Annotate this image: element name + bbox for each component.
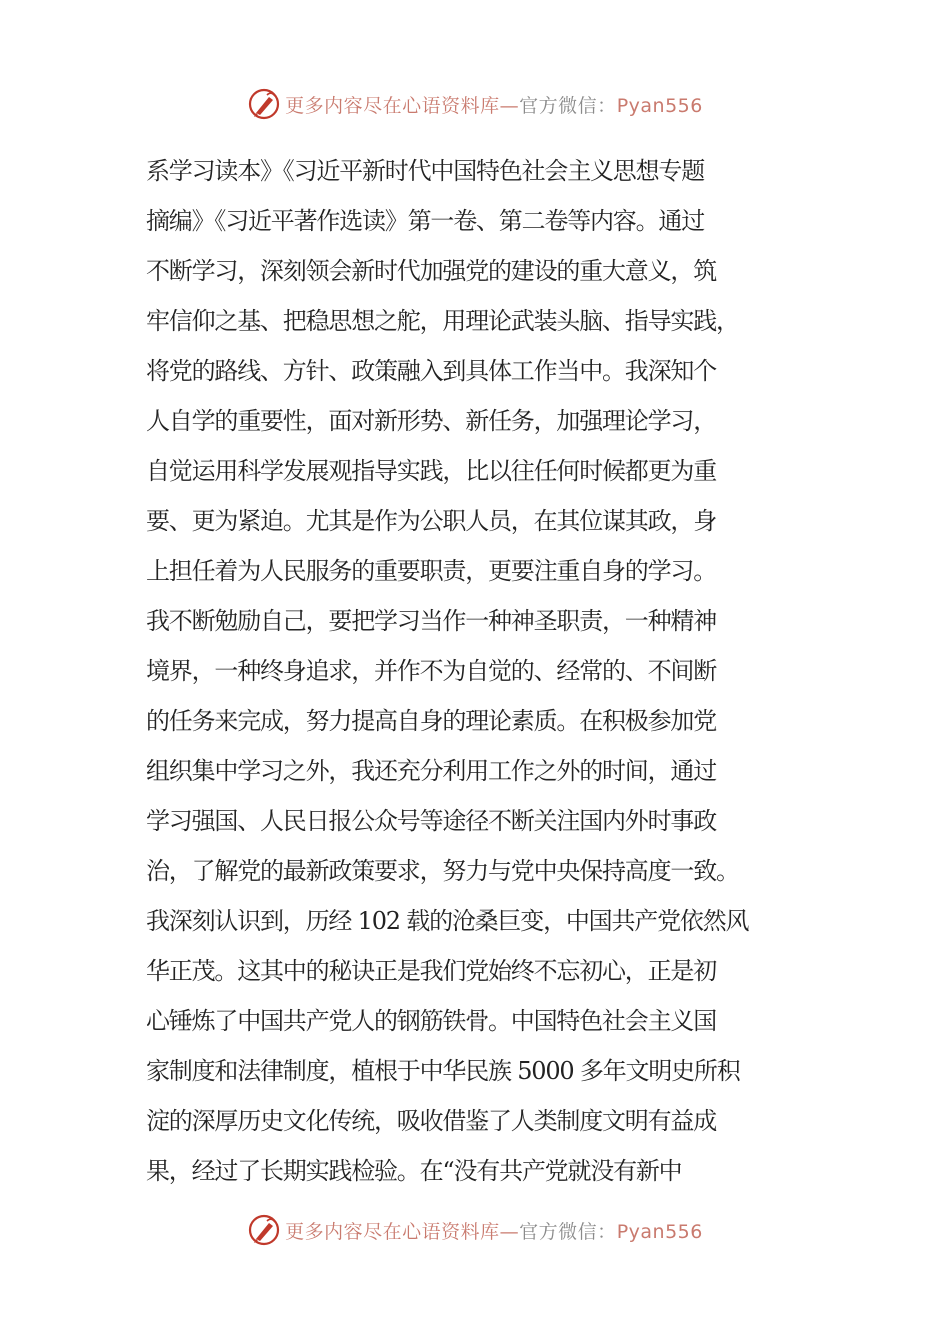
- header-brand: 更多内容尽在心语资料库: [285, 94, 500, 117]
- text-line: 治，了解党的最新政策要求，努力与党中央保持高度一致。: [146, 857, 739, 885]
- header-handle: Pyan556: [616, 94, 703, 117]
- pen-nib-circle-icon: [247, 87, 281, 121]
- footer-separator: —: [499, 1220, 520, 1243]
- text-line: 系学习读本》《习近平新时代中国特色社会主义思想专题: [146, 157, 704, 185]
- text-line: 不断学习，深刻领会新时代加强党的建设的重大意义，筑: [146, 257, 716, 285]
- footer-handle: Pyan556: [616, 1220, 703, 1243]
- header-watermark-banner: [0, 84, 950, 124]
- text-line: 家制度和法律制度，植根于中华民族 5000 多年文明史所积: [146, 1057, 740, 1085]
- text-line: 心锤炼了中国共产党人的钢筋铁骨。中国特色社会主义国: [146, 1007, 716, 1035]
- pen-nib-circle-icon: [247, 1213, 281, 1247]
- header-label: 官方微信：: [519, 94, 617, 117]
- document-body: [146, 146, 816, 1196]
- text-line: 人自学的重要性，面对新形势、新任务，加强理论学习，: [146, 407, 716, 435]
- header-separator: —: [499, 94, 520, 117]
- text-line: 的任务来完成，努力提高自身的理论素质。在积极参加党: [146, 707, 716, 735]
- text-line: 牢信仰之基、把稳思想之舵，用理论武装头脑、指导实践，: [146, 307, 739, 335]
- footer-banner-text: [285, 1217, 703, 1244]
- text-line: 果，经过了长期实践检验。在“没有共产党就没有新中: [146, 1157, 682, 1185]
- text-line: 要、更为紧迫。尤其是作为公职人员，在其位谋其政，身: [146, 507, 716, 535]
- text-line: 境界，一种终身追求，并作不为自觉的、经常的、不间断: [146, 657, 716, 685]
- header-banner-text: [285, 91, 703, 118]
- text-line: 上担任着为人民服务的重要职责，更要注重自身的学习。: [146, 557, 716, 585]
- text-line: 摘编》《习近平著作选读》第一卷、第二卷等内容。通过: [146, 207, 704, 235]
- text-line: 组织集中学习之外，我还充分利用工作之外的时间，通过: [146, 757, 716, 785]
- text-line: 华正茂。这其中的秘诀正是我们党始终不忘初心，正是初: [146, 957, 716, 985]
- footer-brand: 更多内容尽在心语资料库: [285, 1220, 500, 1243]
- text-line: 淀的深厚历史文化传统，吸收借鉴了人类制度文明有益成: [146, 1107, 716, 1135]
- text-line: 学习强国、人民日报公众号等途径不断关注国内外时事政: [146, 807, 716, 835]
- text-line: 自觉运用科学发展观指导实践，比以往任何时候都更为重: [146, 457, 716, 485]
- text-line: 将党的路线、方针、政策融入到具体工作当中。我深知个: [146, 357, 716, 385]
- footer-label: 官方微信：: [519, 1220, 617, 1243]
- text-line: 我不断勉励自己，要把学习当作一种神圣职责，一种精神: [146, 607, 716, 635]
- text-line: 我深刻认识到，历经 102 载的沧桑巨变，中国共产党依然风: [146, 907, 749, 935]
- footer-watermark-banner: [0, 1210, 950, 1250]
